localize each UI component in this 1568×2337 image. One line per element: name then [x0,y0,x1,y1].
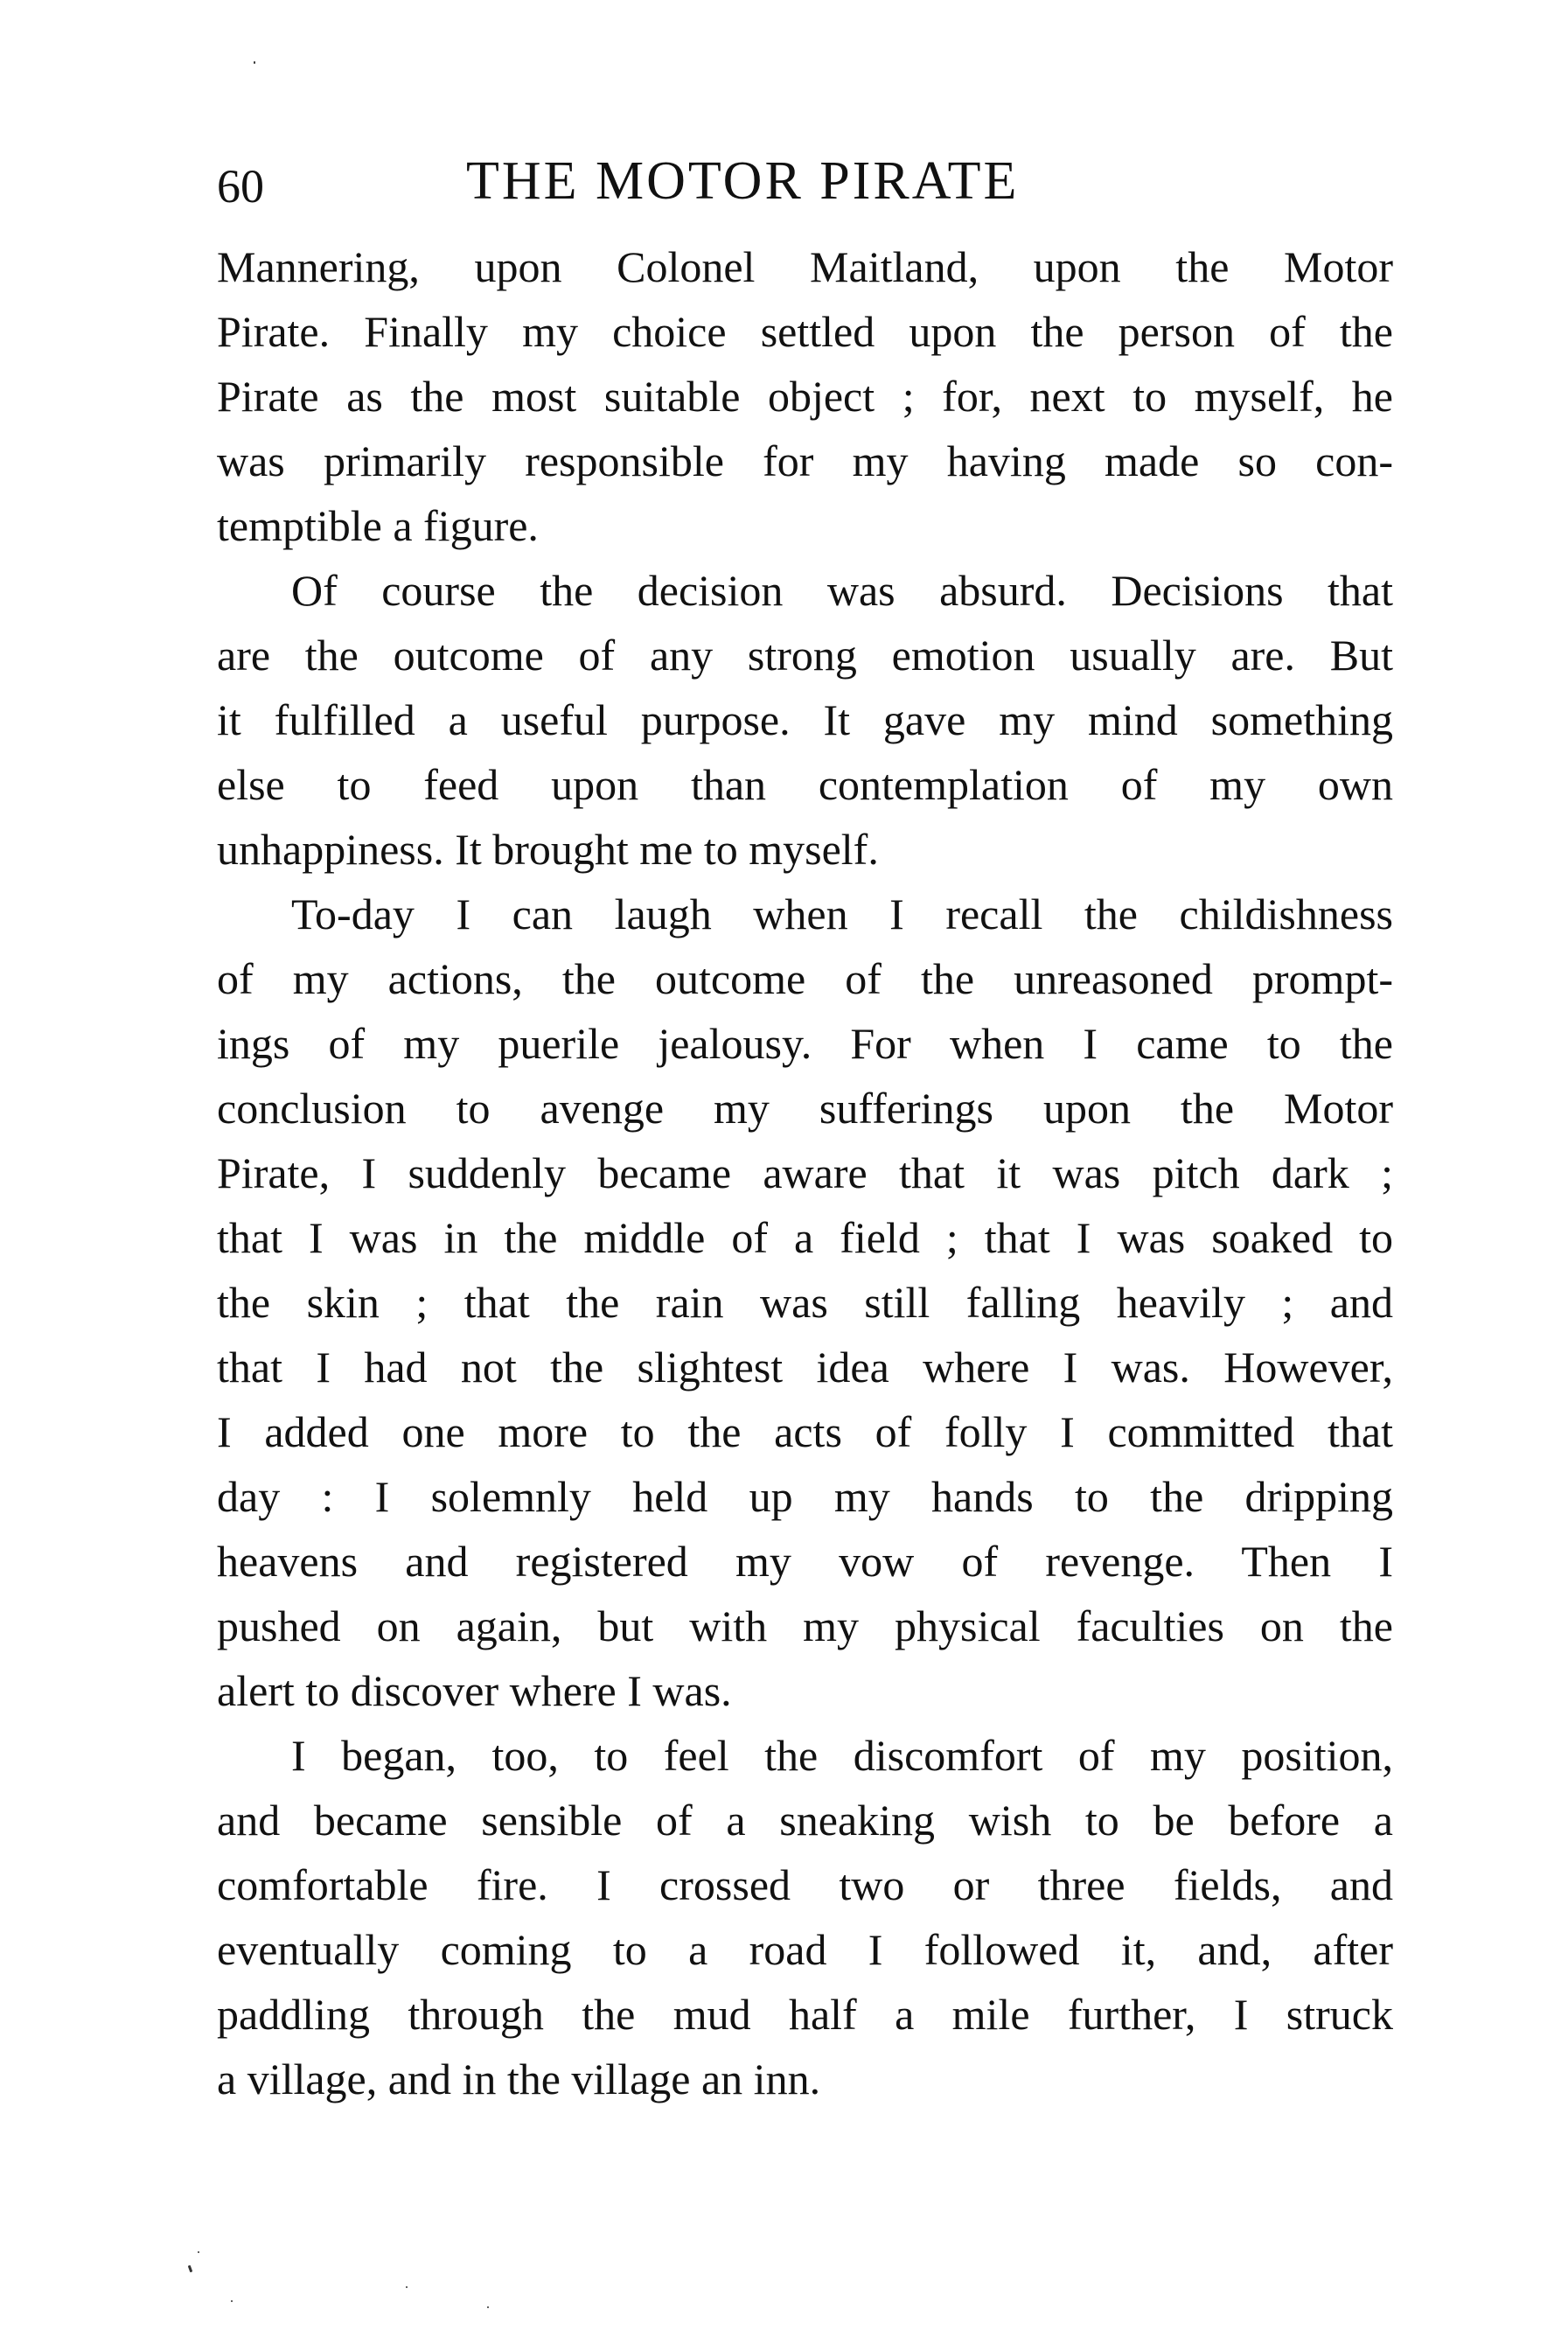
text-line: Mannering, upon Colonel Maitland, upon the Motor [217,242,1393,291]
text-line: To-day I can laugh when I recall the childishness [291,889,1393,938]
text-line: that I was in the middle of a field ; that I was soaked to [217,1213,1393,1262]
text-line: Pirate as the most suitable object ; for, next to myself, he [217,372,1393,421]
text-line: I added one more to the acts of folly I committed that [217,1407,1393,1456]
scan-speck [254,61,255,64]
text-line: conclusion to avenge my sufferings upon the Motor [217,1084,1393,1133]
text-line: Of course the decision was absurd. Decisions that [291,566,1393,615]
text-line: Pirate. Finally my choice settled upon the person of the [217,307,1393,356]
text-line: ings of my puerile jealousy. For when I came to the [217,1019,1393,1068]
running-head [217,150,1397,212]
scan-speck [231,2300,233,2302]
running-title: THE MOTOR PIRATE [466,151,1020,211]
scan-speck [188,2265,193,2273]
text-line: it fulfilled a useful purpose. It gave my mind something [217,695,1393,744]
text-line: temptible a figure. [217,501,539,550]
text-line: comfortable fire. I crossed two or three fields, and [217,1860,1393,1909]
text-line: was primarily responsible for my having made so con- [217,436,1393,485]
text-line: of my actions, the outcome of the unreasoned prompt- [217,954,1393,1003]
text-line: the skin ; that the rain was still falling heavily ; and [217,1278,1393,1327]
scan-speck [198,2251,199,2253]
text-line: that I had not the slightest idea where I was. However, [217,1343,1393,1392]
text-line: day : I solemnly held up my hands to the dripping [217,1472,1393,1521]
text-line: else to feed upon than contemplation of my own [217,760,1393,809]
text-line: I began, too, to feel the discomfort of my position, [291,1731,1393,1780]
text-line: unhappiness. It brought me to myself. [217,825,879,874]
text-line: pushed on again, but with my physical faculties on the [217,1601,1393,1650]
text-line: paddling through the mud half a mile further, I struck [217,1990,1393,2039]
body-text [217,234,1393,2111]
text-line: and became sensible of a sneaking wish to be before a [217,1796,1393,1845]
text-line: alert to discover where I was. [217,1666,732,1715]
text-line: are the outcome of any strong emotion usually are. But [217,631,1393,680]
page-number: 60 [217,160,264,213]
text-line: Pirate, I suddenly became aware that it was pitch dark ; [217,1148,1393,1197]
text-line: heavens and registered my vow of revenge. Then I [217,1537,1393,1586]
scan-speck [487,2306,489,2308]
text-line: a village, and in the village an inn. [217,2054,821,2103]
scan-speck [406,2286,408,2288]
text-line: eventually coming to a road I followed it, and, after [217,1925,1393,1974]
